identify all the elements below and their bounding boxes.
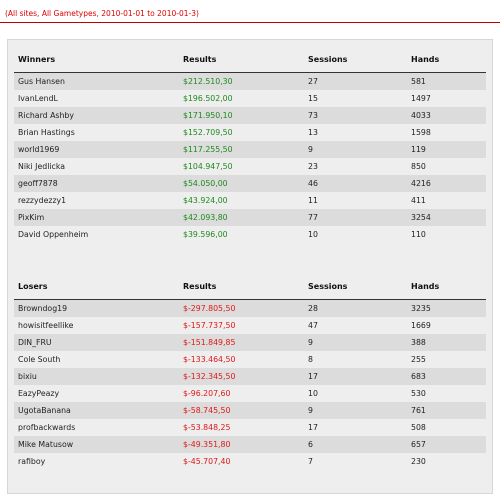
- hands-count: 1497: [407, 90, 486, 107]
- player-name: PixKim: [14, 209, 179, 226]
- player-name: David Oppenheim: [14, 226, 179, 243]
- player-name: UgotaBanana: [14, 402, 179, 419]
- hands-count: 508: [407, 419, 486, 436]
- result-value: $-49.351,80: [179, 436, 304, 453]
- player-name: IvanLendL: [14, 90, 179, 107]
- hands-count: 388: [407, 334, 486, 351]
- table-row[interactable]: [14, 351, 486, 368]
- hands-count: 119: [407, 141, 486, 158]
- player-name: profbackwards: [14, 419, 179, 436]
- player-name: geoff7878: [14, 175, 179, 192]
- result-value: $-157.737,50: [179, 317, 304, 334]
- losers-header-row: [14, 273, 486, 300]
- winners-header-row: [14, 46, 486, 73]
- sessions-count: 6: [304, 436, 407, 453]
- result-value: $117.255,50: [179, 141, 304, 158]
- filter-description: (All sites, All Gametypes, 2010-01-01 to 2010-01-3): [5, 9, 199, 18]
- result-value: $42.093,80: [179, 209, 304, 226]
- table-row[interactable]: [14, 192, 486, 209]
- column-header-sessions[interactable]: Sessions: [304, 273, 407, 300]
- player-name: bixiu: [14, 368, 179, 385]
- hands-count: 255: [407, 351, 486, 368]
- winners-table: [14, 46, 486, 243]
- table-row[interactable]: [14, 158, 486, 175]
- hands-count: 657: [407, 436, 486, 453]
- column-header-hands[interactable]: Hands: [407, 46, 486, 73]
- table-row[interactable]: [14, 453, 486, 470]
- table-row[interactable]: [14, 385, 486, 402]
- sessions-count: 8: [304, 351, 407, 368]
- sessions-count: 47: [304, 317, 407, 334]
- sessions-count: 11: [304, 192, 407, 209]
- hands-count: 4216: [407, 175, 486, 192]
- result-value: $54.050,00: [179, 175, 304, 192]
- hands-count: 3235: [407, 300, 486, 318]
- results-panel: [7, 39, 493, 494]
- table-row[interactable]: [14, 436, 486, 453]
- player-name: Richard Ashby: [14, 107, 179, 124]
- sessions-count: 9: [304, 334, 407, 351]
- table-row[interactable]: [14, 141, 486, 158]
- player-name: Mike Matusow: [14, 436, 179, 453]
- result-value: $-96.207,60: [179, 385, 304, 402]
- sessions-count: 10: [304, 385, 407, 402]
- table-row[interactable]: [14, 124, 486, 141]
- table-row[interactable]: [14, 90, 486, 107]
- sessions-count: 46: [304, 175, 407, 192]
- hands-count: 230: [407, 453, 486, 470]
- hands-count: 850: [407, 158, 486, 175]
- hands-count: 683: [407, 368, 486, 385]
- result-value: $-132.345,50: [179, 368, 304, 385]
- player-name: rafiboy: [14, 453, 179, 470]
- table-row[interactable]: [14, 419, 486, 436]
- table-row[interactable]: [14, 368, 486, 385]
- table-row[interactable]: [14, 107, 486, 124]
- hands-count: 3254: [407, 209, 486, 226]
- player-name: Gus Hansen: [14, 73, 179, 91]
- result-value: $-133.464,50: [179, 351, 304, 368]
- result-value: $-58.745,50: [179, 402, 304, 419]
- column-header-results[interactable]: Results: [179, 273, 304, 300]
- table-row[interactable]: [14, 334, 486, 351]
- result-value: $-151.849,85: [179, 334, 304, 351]
- result-value: $104.947,50: [179, 158, 304, 175]
- result-value: $-45.707,40: [179, 453, 304, 470]
- table-row[interactable]: [14, 209, 486, 226]
- hands-count: 1669: [407, 317, 486, 334]
- player-name: howisitfeellike: [14, 317, 179, 334]
- player-name: rezzydezzy1: [14, 192, 179, 209]
- table-row[interactable]: [14, 226, 486, 243]
- hands-count: 4033: [407, 107, 486, 124]
- result-value: $43.924,00: [179, 192, 304, 209]
- sessions-count: 9: [304, 141, 407, 158]
- sessions-count: 28: [304, 300, 407, 318]
- column-header-sessions[interactable]: Sessions: [304, 46, 407, 73]
- player-name: Browndog19: [14, 300, 179, 318]
- player-name: Brian Hastings: [14, 124, 179, 141]
- result-value: $171.950,10: [179, 107, 304, 124]
- header-divider: [0, 22, 500, 23]
- table-row[interactable]: [14, 317, 486, 334]
- losers-table: [14, 273, 486, 470]
- hands-count: 581: [407, 73, 486, 91]
- result-value: $-53.848,25: [179, 419, 304, 436]
- player-name: Niki Jedlicka: [14, 158, 179, 175]
- result-value: $39.596,00: [179, 226, 304, 243]
- column-header-player[interactable]: Losers: [14, 273, 179, 300]
- result-value: $212.510,30: [179, 73, 304, 91]
- sessions-count: 27: [304, 73, 407, 91]
- sessions-count: 13: [304, 124, 407, 141]
- result-value: $-297.805,50: [179, 300, 304, 318]
- result-value: $196.502,00: [179, 90, 304, 107]
- sessions-count: 73: [304, 107, 407, 124]
- sessions-count: 7: [304, 453, 407, 470]
- table-row[interactable]: [14, 175, 486, 192]
- winners-rows: [14, 73, 486, 244]
- hands-count: 530: [407, 385, 486, 402]
- hands-count: 761: [407, 402, 486, 419]
- column-header-results[interactable]: Results: [179, 46, 304, 73]
- player-name: DIN_FRU: [14, 334, 179, 351]
- losers-rows: [14, 300, 486, 471]
- sessions-count: 15: [304, 90, 407, 107]
- player-name: Cole South: [14, 351, 179, 368]
- sessions-count: 17: [304, 419, 407, 436]
- sessions-count: 9: [304, 402, 407, 419]
- result-value: $152.709,50: [179, 124, 304, 141]
- table-row[interactable]: [14, 73, 486, 91]
- player-name: EazyPeazy: [14, 385, 179, 402]
- hands-count: 1598: [407, 124, 486, 141]
- player-name: world1969: [14, 141, 179, 158]
- sessions-count: 17: [304, 368, 407, 385]
- hands-count: 411: [407, 192, 486, 209]
- sessions-count: 77: [304, 209, 407, 226]
- sessions-count: 23: [304, 158, 407, 175]
- sessions-count: 10: [304, 226, 407, 243]
- table-row[interactable]: [14, 402, 486, 419]
- table-row[interactable]: [14, 300, 486, 318]
- column-header-player[interactable]: Winners: [14, 46, 179, 73]
- hands-count: 110: [407, 226, 486, 243]
- column-header-hands[interactable]: Hands: [407, 273, 486, 300]
